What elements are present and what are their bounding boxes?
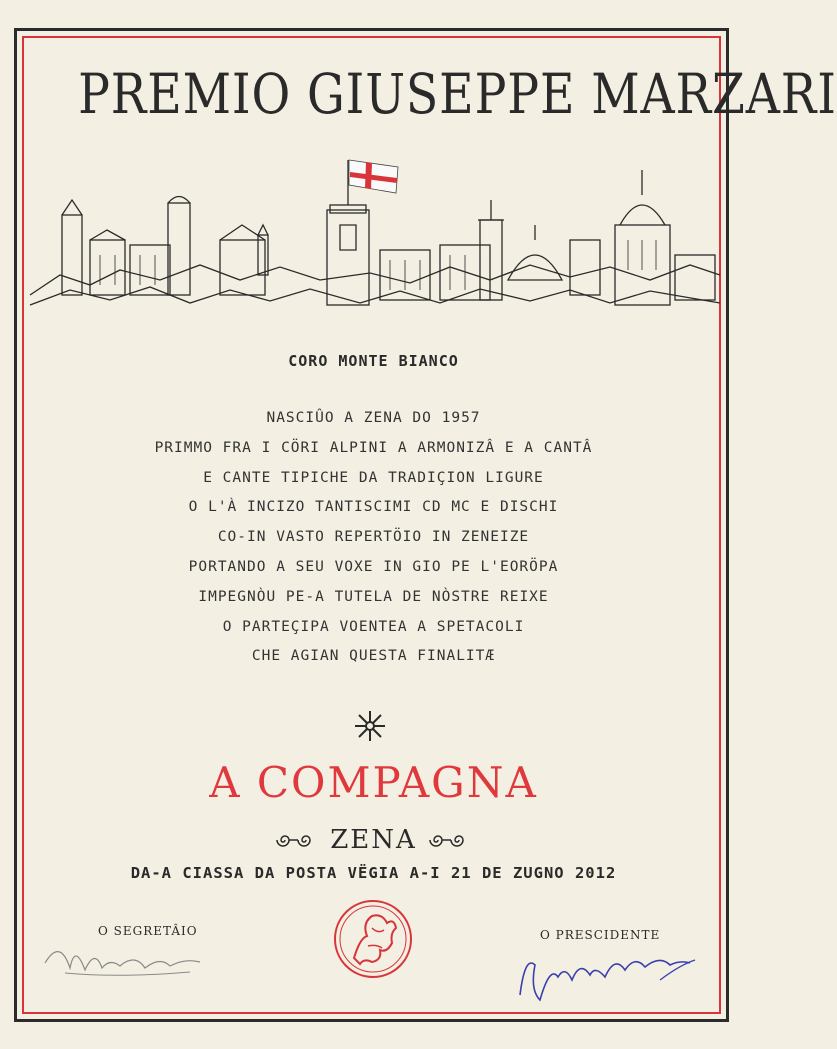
citation-line: CO-IN VASTO REPERTÖIO IN ZENEIZE: [217, 529, 530, 546]
recipient-heading: CORO MONTE BIANCO: [288, 352, 459, 370]
citation-text: [0, 408, 747, 676]
secretary-label: O SEGRETÂIO: [98, 924, 198, 938]
spiral-ornament-icon: [274, 831, 320, 849]
president-label: O PRESCIDENTE: [540, 928, 661, 942]
city-name: ZENA: [330, 825, 417, 855]
genoa-flag-icon: [349, 160, 398, 193]
star-ornament-icon: [352, 708, 388, 744]
organization-name: A COMPAGNA: [209, 758, 538, 807]
citation-line: O PARTEÇIPA VOENTEA A SPETACOLI: [222, 618, 525, 635]
citation-line: O L'À INCIZO TANTISCIMI CD MC E DISCHI: [188, 499, 559, 516]
citation-line: PRIMMO FRA I CÖRI ALPINI A ARMONIZÂ E A CANTÂ: [154, 439, 593, 456]
date-line: DA-A CIASSA DA POSTA VËGIA A-I 21 DE ZUGNO 2012: [130, 864, 617, 882]
griffin-seal-icon: [332, 898, 414, 980]
citation-line: PORTANDO A SEU VOXE IN GIO PE L'EORÖPA: [188, 558, 559, 575]
secretary-signature: [40, 928, 210, 983]
citation-line: CHE AGIAN QUESTA FINALITÆ: [251, 648, 496, 665]
city-line: [0, 825, 747, 855]
citation-line: IMPEGNÒU PE-A TUTELA DE NÒSTRE REIXE: [198, 588, 549, 605]
citation-line: E CANTE TIPICHE DA TRADIÇION LIGURE: [203, 469, 544, 486]
citation-line: NASCIÛO A ZENA DO 1957: [266, 410, 481, 426]
spiral-ornament-icon: [427, 831, 473, 849]
president-signature: [510, 935, 710, 1010]
skyline-illustration: [30, 155, 720, 315]
certificate-title: PREMIO GIUSEPPE MARZARI: [78, 62, 837, 126]
